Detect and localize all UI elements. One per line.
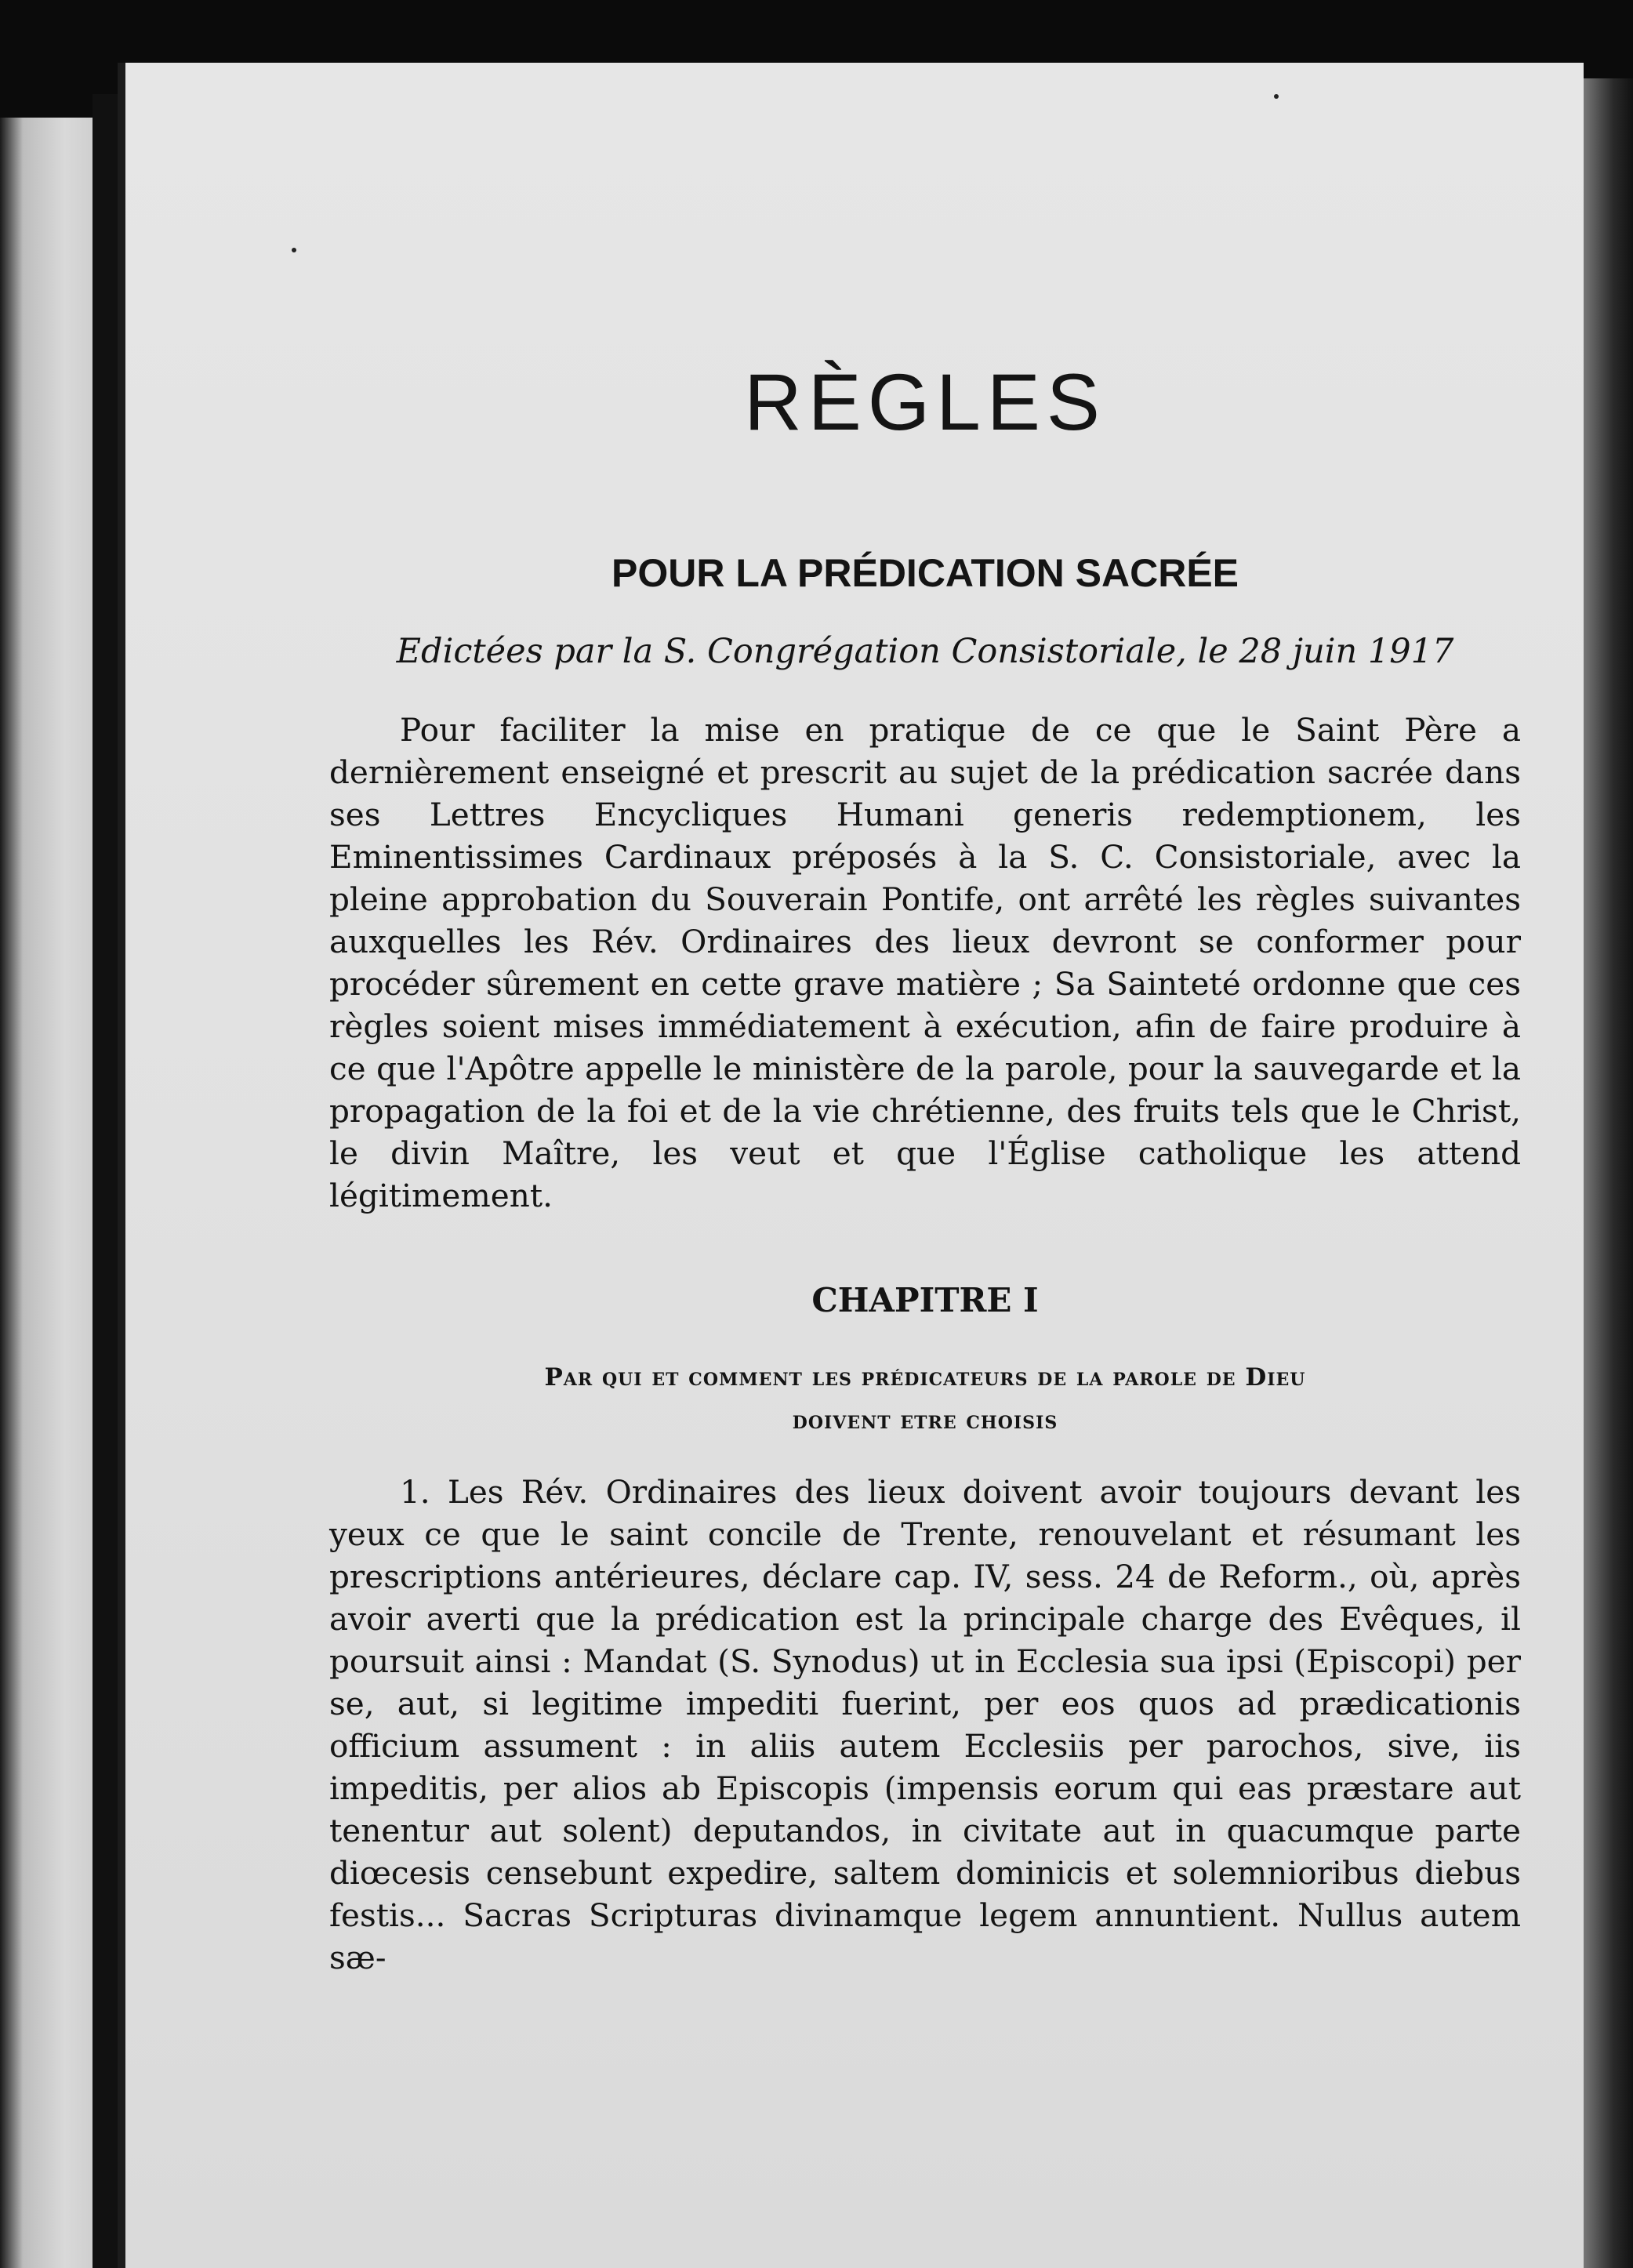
right-page-shadow	[1584, 78, 1633, 2268]
edict-line: Edictées par la S. Congrégation Consistoriale, le 28 juin 1917	[396, 632, 1454, 671]
previous-page-edge	[0, 118, 93, 2268]
chapter-subheading-line-1: Par qui et comment les prédicateurs de la parole de Dieu	[544, 1363, 1306, 1392]
scan-speck	[1274, 94, 1279, 99]
intro-paragraph: Pour faciliter la mise en pratique de ce que le Saint Père a dernièrement enseigné et prescrit au sujet de la prédication sacrée dans ses Lettres Encycliques Humani generis redemptionem, les Eminentissimes Cardinaux préposés à la S. C. Consistoriale, avec la pleine approbation du Souverain Pontife, ont arrêté les règles suivantes auxquelles les Rév. Ordinaires des lieux devront se conformer pour procéder sûrement en cette grave matière ; Sa Sainteté ordonne que ces règles soient mises immédiatement à exécution, afin de faire produire à ce que l'Apôtre appelle le ministère de la parole, pour la sauvegarde et la propagation de la foi et de la vie chrétienne, des fruits tels que le Christ, le divin Maître, les veut et que l'Église catholique les attend légitimement.	[329, 711, 1521, 1214]
document-subtitle: POUR LA PRÉDICATION SACRÉE	[611, 551, 1239, 595]
scan-speck	[292, 248, 296, 252]
chapter-subheading	[329, 1356, 1521, 1442]
scanned-page	[118, 63, 1584, 2268]
page-binding-shadow	[93, 94, 119, 2268]
chapter-subheading-line-2: doivent etre choisis	[792, 1406, 1058, 1435]
chapter-heading: CHAPITRE I	[811, 1281, 1039, 1319]
document-title: RÈGLES	[744, 357, 1106, 447]
paragraph-1: 1. Les Rév. Ordinaires des lieux doivent avoir toujours devant les yeux ce que le saint concile de Trente, renouvelant et résumant les prescriptions antérieures, déclare cap. IV, sess. 24 de Reform., où, après avoir averti que la prédication est la principale charge des Evêques, il poursuit ainsi : Mandat (S. Synodus) ut in Ecclesia sua ipsi (Episcopi) per se, aut, si legitime impediti fuerint, per eos quos ad prædicationis officium assument : in aliis autem Ecclesiis per parochos, sive, iis impeditis, per alios ab Episcopis (impensis eorum qui eas præstare aut tenentur aut solent) deputandos, in civitate aut in quacumque parte diœcesis censebunt expedire, saltem dominicis et solemnioribus diebus festis... Sacras Scripturas divinamque legem annuntient. Nullus autem sæ-	[329, 1473, 1521, 1976]
